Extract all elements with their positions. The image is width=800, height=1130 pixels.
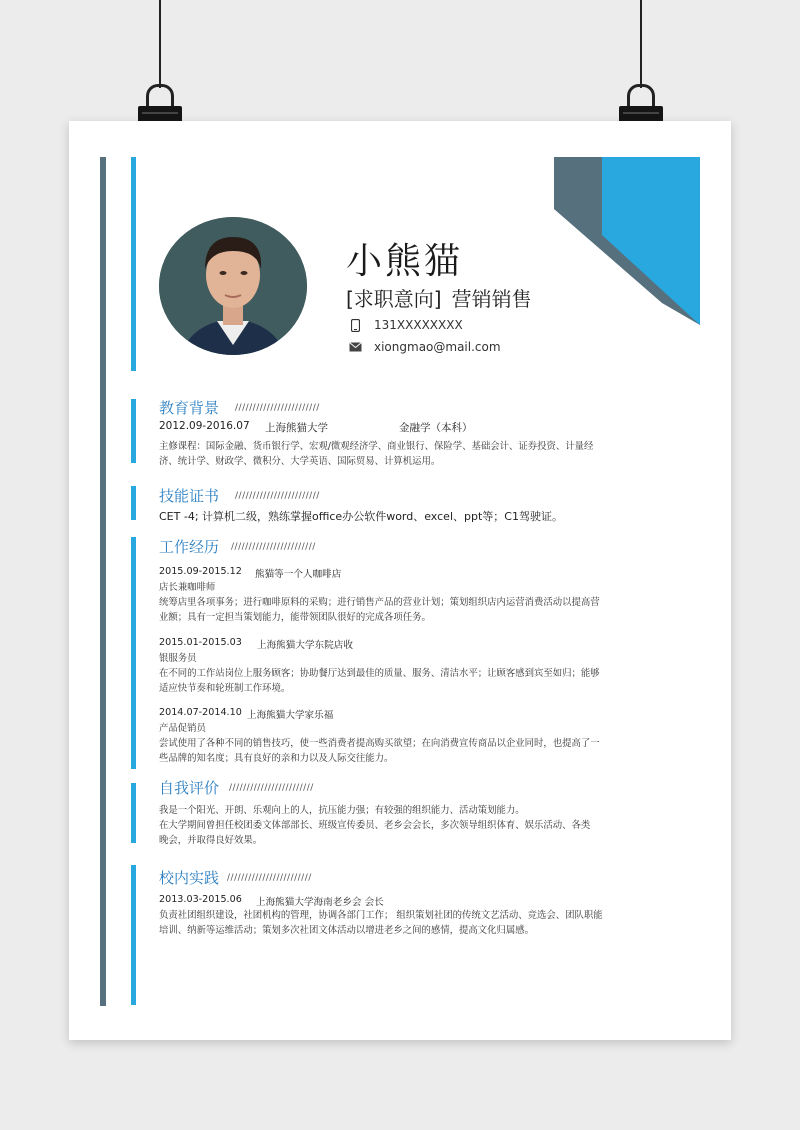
work-title: 工作经历 — [159, 538, 220, 556]
self-eval-slashes: //////////////////////// — [229, 783, 314, 793]
job-intent-label: [求职意向] — [346, 287, 442, 311]
job-intent-value: 营销销售 — [451, 287, 532, 311]
job-3-company: 上海熊猫大学家乐福 — [247, 710, 334, 721]
job-intent — [346, 283, 532, 312]
job-3-role: 产品促销员 — [159, 723, 206, 734]
job-3-desc-line2: 些品牌的知名度；具有良好的亲和力以及人际交往能力。 — [159, 753, 394, 764]
self-eval-line1: 我是一个阳光、开朗、乐观向上的人，抗压能力强；有较强的组织能力、活动策划能力。 — [159, 805, 525, 816]
left-dark-bar — [100, 157, 106, 1006]
job-3-desc-line1: 尝试使用了各种不同的销售技巧，使一些消费者提高购买欲望；在向消费宣传商品以企业同时，也提高了一 — [159, 738, 600, 749]
phone-icon — [348, 319, 362, 332]
skills-slashes: //////////////////////// — [235, 491, 320, 501]
self-eval-line3: 晚会，并取得良好效果。 — [159, 835, 263, 846]
campus-accent-bar — [131, 865, 136, 1005]
job-1-role: 店长兼咖啡师 — [159, 582, 216, 593]
education-title: 教育背景 — [159, 399, 220, 417]
job-1-period: 2015.09-2015.12 — [159, 566, 242, 577]
mail-icon — [348, 342, 362, 352]
work-slashes: //////////////////////// — [231, 542, 316, 552]
hanging-string-left — [159, 0, 161, 88]
education-accent-bar — [131, 399, 136, 463]
campus-org: 上海熊猫大学海南老乡会 会长 — [256, 897, 384, 908]
email-address: xiongmao@mail.com — [374, 340, 501, 354]
job-1-desc-line2: 业额；具有一定担当策划能力，能带领团队很好的完成各项任务。 — [159, 612, 431, 623]
education-courses-line1: 主修课程：国际金融、货币银行学、宏观/微观经济学、商业银行、保险学、基础会计、证券投资、计量经 — [159, 441, 594, 452]
corner-decoration — [554, 157, 700, 325]
hanging-string-right — [640, 0, 642, 88]
education-school: 上海熊猫大学 — [265, 422, 328, 434]
skills-title: 技能证书 — [159, 487, 220, 505]
campus-line1: 负责社团组织建设，社团机构的管理，协调各部门工作； 组织策划社团的传统文艺活动、竞选会、团队职能 — [159, 910, 603, 921]
job-2-period: 2015.01-2015.03 — [159, 637, 242, 648]
job-2-role: 银服务员 — [159, 653, 197, 664]
job-1-desc-line1: 统筹店里各项事务；进行咖啡原料的采购；进行销售产品的营业计划；策划组织店内运营消费活动以提高营 — [159, 597, 600, 608]
job-1-company: 熊猫等一个人咖啡店 — [255, 569, 342, 580]
self-eval-line2: 在大学期间曾担任校团委文体部部长、班级宣传委员、老乡会会长，多次领导组织体育、娱乐活动、各类 — [159, 820, 591, 831]
candidate-name: 小熊猫 — [346, 241, 464, 282]
header-accent-bar — [131, 157, 136, 371]
work-accent-bar — [131, 537, 136, 769]
campus-line2: 培训、纳新等运维活动；策划多次社团文体活动以增进老乡之间的感情，提高文化归属感。 — [159, 925, 535, 936]
skills-text: CET -4; 计算机二级，熟练掌握office办公软件word、excel、ppt等；C1驾驶证。 — [159, 510, 563, 523]
job-2-company: 上海熊猫大学东院店收 — [257, 640, 353, 651]
job-2-desc-line1: 在不同的工作站岗位上服务顾客；协助餐厅达到最佳的质量、服务、清洁水平；让顾客感到宾至如归；能够 — [159, 668, 600, 679]
phone-row — [348, 318, 463, 332]
job-2-desc-line2: 适应快节奏和轮班制工作环境。 — [159, 683, 291, 694]
job-1-header — [159, 566, 342, 580]
education-period: 2012.09-2016.07 — [159, 420, 250, 432]
skills-accent-bar — [131, 486, 136, 520]
campus-slashes: //////////////////////// — [227, 873, 312, 883]
phone-number: 131XXXXXXXX — [374, 318, 463, 332]
job-3-period: 2014.07-2014.10 — [159, 707, 242, 718]
self-eval-title: 自我评价 — [159, 779, 220, 797]
education-courses-line2: 济、统计学、财政学、微积分、大学英语、国际贸易、计算机运用。 — [159, 456, 441, 467]
education-slashes: //////////////////////// — [235, 403, 320, 413]
profile-photo — [159, 217, 307, 355]
education-major: 金融学（本科） — [399, 422, 473, 434]
campus-title: 校内实践 — [159, 869, 220, 887]
self-eval-accent-bar — [131, 783, 136, 843]
email-row — [348, 340, 501, 354]
campus-header — [159, 894, 384, 908]
job-2-header — [159, 637, 353, 651]
job-3-header — [159, 707, 334, 721]
campus-period: 2013.03-2015.06 — [159, 894, 242, 905]
resume-page — [69, 121, 731, 1040]
